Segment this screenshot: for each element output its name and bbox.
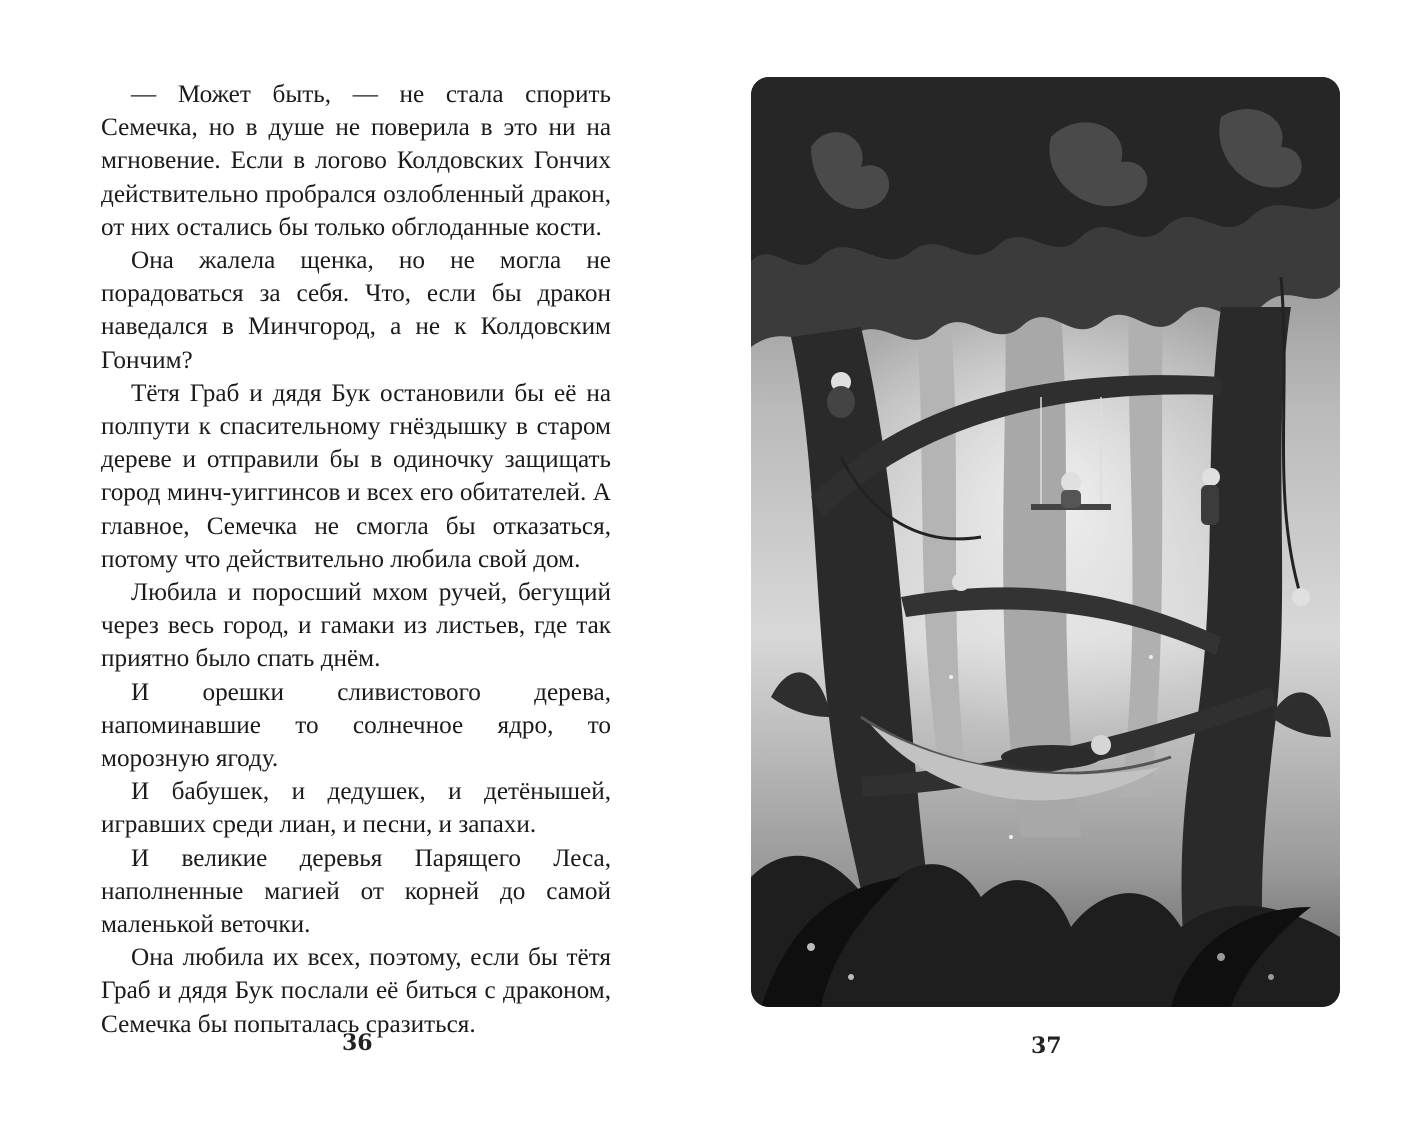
left-page <box>0 0 700 1123</box>
paragraph: И орешки сливистового дерева, напоминавшие то солнечное ядро, то морозную ягоду. <box>101 678 611 773</box>
page-number-right: 37 <box>1031 1033 1062 1059</box>
paragraph: Она любила их всех, поэтому, если бы тётя Граб и дядя Бук послали её биться с драконом, Семечка бы попыталась сразиться. <box>101 944 611 1038</box>
page-number-left: 36 <box>342 1030 373 1056</box>
paragraph: Тётя Граб и дядя Бук остановили бы её на полпути к спасительному гнёздышку в старом дереве и отправили бы в одиночку защищать город минч-уиггинсов и всех его обитателей. А главное, Семечка не смогла бы отказаться, потому что действительно любила свой дом. <box>101 379 611 573</box>
body-text <box>101 78 611 1041</box>
paragraph: Она жалела щенка, но не могла не порадоваться за себя. Что, если бы дракон наведался в Минчгород, а не к Колдовским Гончим? <box>101 247 611 374</box>
paragraph: И бабушек, и дедушек, и детёнышей, игравших среди лиан, и песни, и запахи. <box>101 778 611 839</box>
paragraph: И великие деревья Парящего Леса, наполненные магией от корней до самой маленькой веточки. <box>101 844 611 939</box>
forest-scene-image <box>751 77 1340 1007</box>
paragraph: Любила и поросший мхом ручей, бегущий через весь город, и гамаки из листьев, где так приятно было спать днём. <box>101 579 611 673</box>
paragraph: — Может быть, — не стала спорить Семечка, но в душе не поверила в это ни на мгновение. Если в логово Колдовских Гончих действительно пробрался озлобленный дракон, от них остались бы только обглоданные кости. <box>101 81 611 241</box>
forest-illustration <box>751 77 1340 1007</box>
